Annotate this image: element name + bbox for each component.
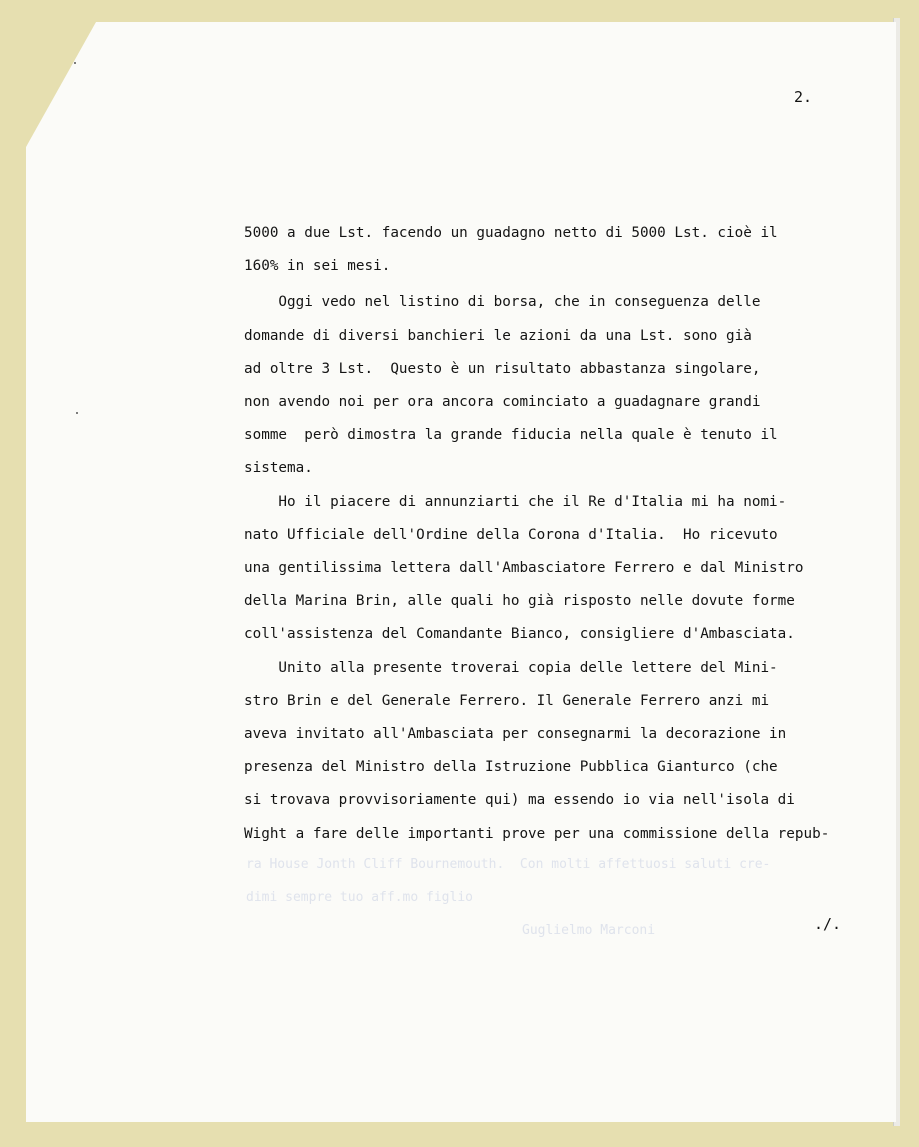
body-line: aveva invitato all'Ambasciata per consegnarmi la decorazione in (244, 726, 787, 743)
continuation-mark: ./. (814, 915, 842, 933)
body-line: Wight a fare delle importanti prove per una commissione della repub- (244, 825, 830, 842)
show-through-line-1: ra House Jonth Cliff Bournemouth. Con molti affettuosi saluti cre- (246, 857, 771, 872)
show-through-line-2: dimi sempre tuo aff.mo figlio (246, 890, 473, 905)
body-line: non avendo noi per ora ancora cominciato a guadagnare grandi (244, 394, 761, 411)
body-line: 160% in sei mesi. (244, 258, 391, 275)
body-line: nato Ufficiale dell'Ordine della Corona d'Italia. Ho ricevuto (244, 526, 778, 543)
body-line: somme però dimostra la grande fiducia nella quale è tenuto il (244, 427, 778, 444)
body-line: della Marina Brin, alle quali ho già risposto nelle dovute forme (244, 593, 795, 610)
page-number: 2. (794, 88, 813, 106)
body-line: stro Brin e del Generale Ferrero. Il Generale Ferrero anzi mi (244, 692, 770, 709)
body-line: 5000 a due Lst. facendo un guadagno netto di 5000 Lst. cioè il (244, 225, 778, 241)
body-line: si trovava provvisoriamente qui) ma essendo io via nell'isola di (244, 792, 795, 809)
body-line: coll'assistenza del Comandante Bianco, consigliere d'Ambasciata. (244, 626, 795, 643)
body-line: Ho il piacere di annunziarti che il Re d'Italia mi ha nomi- (244, 493, 787, 510)
body-line: sistema. (244, 460, 313, 477)
body-line: presenza del Ministro della Istruzione Pubblica Gianturco (che (244, 759, 778, 776)
body-line: domande di diversi banchieri le azioni da una Lst. sono già (244, 327, 752, 344)
letter-body (244, 217, 884, 851)
body-line: una gentilissima lettera dall'Ambasciatore Ferrero e dal Ministro (244, 560, 804, 577)
body-line: Oggi vedo nel listino di borsa, che in conseguenza delle (244, 294, 761, 311)
show-through-signature: Guglielmo Marconi (522, 923, 656, 938)
body-line: ad oltre 3 Lst. Questo è un risultato abbastanza singolare, (244, 360, 761, 377)
body-line: Unito alla presente troverai copia delle lettere del Mini- (244, 659, 778, 676)
